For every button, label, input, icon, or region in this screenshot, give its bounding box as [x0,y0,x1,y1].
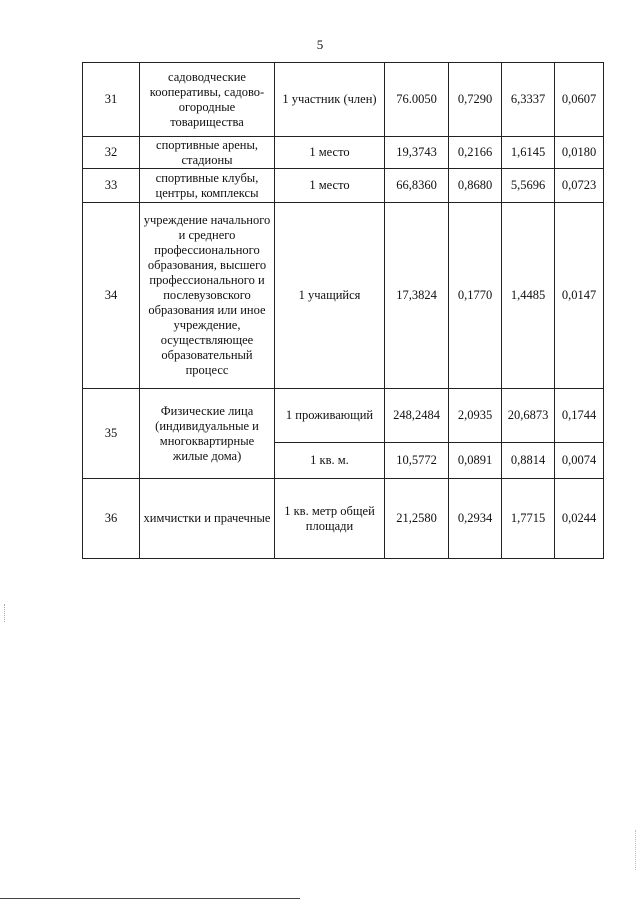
value-cell: 2,0935 [449,389,502,443]
value-cell: 0,8680 [449,169,502,203]
unit-cell: 1 проживающий [275,389,385,443]
value-cell: 0,0723 [555,169,604,203]
table-row [83,137,604,169]
unit-cell: 1 участник (член) [275,63,385,137]
unit-cell: 1 учащийся [275,203,385,389]
norms-table [82,62,604,559]
value-cell: 6,3337 [502,63,555,137]
page-number: 5 [316,37,324,52]
value-cell: 0,8814 [502,443,555,479]
value-cell: 76.0050 [385,63,449,137]
value-cell: 0,2166 [449,137,502,169]
value-cell: 0,2934 [449,479,502,559]
value-cell: 17,3824 [385,203,449,389]
row-number: 31 [83,63,140,137]
value-cell: 0,0180 [555,137,604,169]
value-cell: 1,6145 [502,137,555,169]
category-cell: спортивные арены, стадионы [140,137,275,169]
table-row [83,169,604,203]
bottom-rule [0,898,300,899]
row-number: 36 [83,479,140,559]
value-cell: 20,6873 [502,389,555,443]
value-cell: 5,5696 [502,169,555,203]
table-row [83,389,604,443]
value-cell: 1,4485 [502,203,555,389]
value-cell: 248,2484 [385,389,449,443]
unit-cell: 1 место [275,137,385,169]
value-cell: 0,0244 [555,479,604,559]
value-cell: 10,5772 [385,443,449,479]
category-cell: Физические лица (индивидуальные и многоквартирные жилые дома) [140,389,275,479]
value-cell: 21,2580 [385,479,449,559]
value-cell: 66,8360 [385,169,449,203]
unit-cell: 1 кв. м. [275,443,385,479]
value-cell: 0,1770 [449,203,502,389]
scan-artifact [4,604,6,622]
value-cell: 0,0074 [555,443,604,479]
value-cell: 0,0891 [449,443,502,479]
unit-cell: 1 кв. метр общей площади [275,479,385,559]
row-number: 34 [83,203,140,389]
scan-artifact [635,830,637,870]
value-cell: 0,1744 [555,389,604,443]
value-cell: 0,0147 [555,203,604,389]
value-cell: 0,7290 [449,63,502,137]
category-cell: учреждение начального и среднего профессионального образования, высшего профессионального и послевузовского образования или иное учреждение, осуществляющее образовательный процесс [140,203,275,389]
category-cell: спортивные клубы, центры, комплексы [140,169,275,203]
value-cell: 0,0607 [555,63,604,137]
table-row [83,63,604,137]
row-number: 32 [83,137,140,169]
table-row [83,203,604,389]
value-cell: 1,7715 [502,479,555,559]
value-cell: 19,3743 [385,137,449,169]
category-cell: садоводческие кооперативы, садово-огородные товарищества [140,63,275,137]
table-row [83,479,604,559]
unit-cell: 1 место [275,169,385,203]
category-cell: химчистки и прачечные [140,479,275,559]
row-number: 35 [83,389,140,479]
row-number: 33 [83,169,140,203]
